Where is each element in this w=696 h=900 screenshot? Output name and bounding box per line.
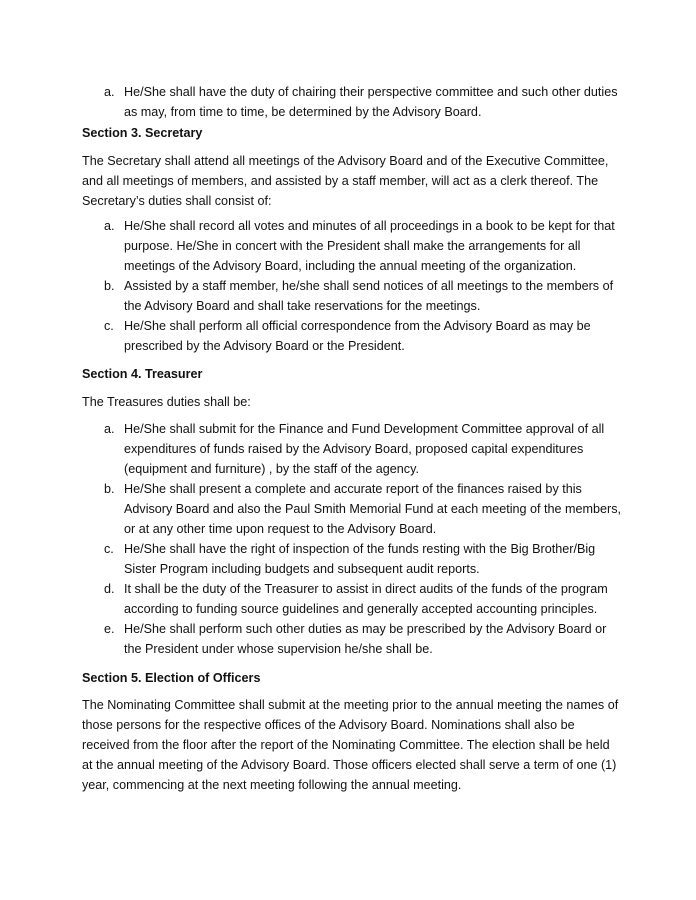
list-item-text: He/She shall perform such other duties as may be prescribed by the Advisory Board or the President under whose supervision he/she shall be. [124, 622, 607, 656]
section-5-body: The Nominating Committee shall submit at the meeting prior to the annual meeting the names of those persons for the respective offices of the Advisory Board. Nominations shall also be received from the floor after the report of the Nominating Committee. The election shall be held at the annual meeting of the Advisory Board. Those officers elected shall serve a term of one (1) year, commencing at the next meeting following the annual meeting. [82, 698, 619, 792]
list-item-text: He/She shall have the right of inspection of the funds resting with the Big Brother/Big Sister Program including budgets and subsequent audit reports. [124, 542, 596, 576]
list-marker: a. [104, 219, 115, 233]
section-4-heading: Section 4. Treasurer [82, 367, 203, 381]
list-item-text: He/She shall record all votes and minutes of all proceedings in a book to be kept for that purpose. He/She in concert with the President shall make the arrangements for all meetings of the Advisory Board, including the annual meeting of the organization. [124, 219, 615, 273]
list-item-text: Assisted by a staff member, he/she shall send notices of all meetings to the members of the Advisory Board and shall take reservations for the meetings. [124, 279, 614, 313]
list-marker: c. [104, 542, 114, 556]
list-item-text: He/She shall present a complete and accurate report of the finances raised by this Advisory Board and also the Paul Smith Memorial Fund at each meeting of the members, or at any other time upon request to the Advisory Board. [124, 482, 621, 536]
list-item-text: He/She shall submit for the Finance and Fund Development Committee approval of all expenditures of funds raised by the Advisory Board, proposed capital expenditures (equipment and furniture) , by the staff of the agency. [124, 422, 605, 476]
list-marker: a. [104, 85, 115, 99]
list-marker: d. [104, 582, 115, 596]
list-item-text: He/She shall perform all official correspondence from the Advisory Board as may be prescribed by the Advisory Board or the President. [124, 319, 591, 353]
section-4-intro: The Treasures duties shall be: [82, 395, 251, 409]
list-marker: a. [104, 422, 115, 436]
list-marker: b. [104, 482, 115, 496]
section-3-heading: Section 3. Secretary [82, 126, 203, 140]
list-marker: c. [104, 319, 114, 333]
list-marker: e. [104, 622, 115, 636]
section-5-heading: Section 5. Election of Officers [82, 671, 261, 685]
list-marker: b. [104, 279, 115, 293]
list-item-text: He/She shall have the duty of chairing their perspective committee and such other duties as may, from time to time, be determined by the Advisory Board. [124, 85, 618, 119]
list-item-text: It shall be the duty of the Treasurer to assist in direct audits of the funds of the program according to funding source guidelines and generally accepted accounting principles. [124, 582, 608, 616]
section-3-intro: The Secretary shall attend all meetings of the Advisory Board and of the Executive Committee, and all meetings of members, and assisted by a staff member, will act as a clerk thereof. The Secretary’s duties shall consist of: [82, 154, 609, 208]
